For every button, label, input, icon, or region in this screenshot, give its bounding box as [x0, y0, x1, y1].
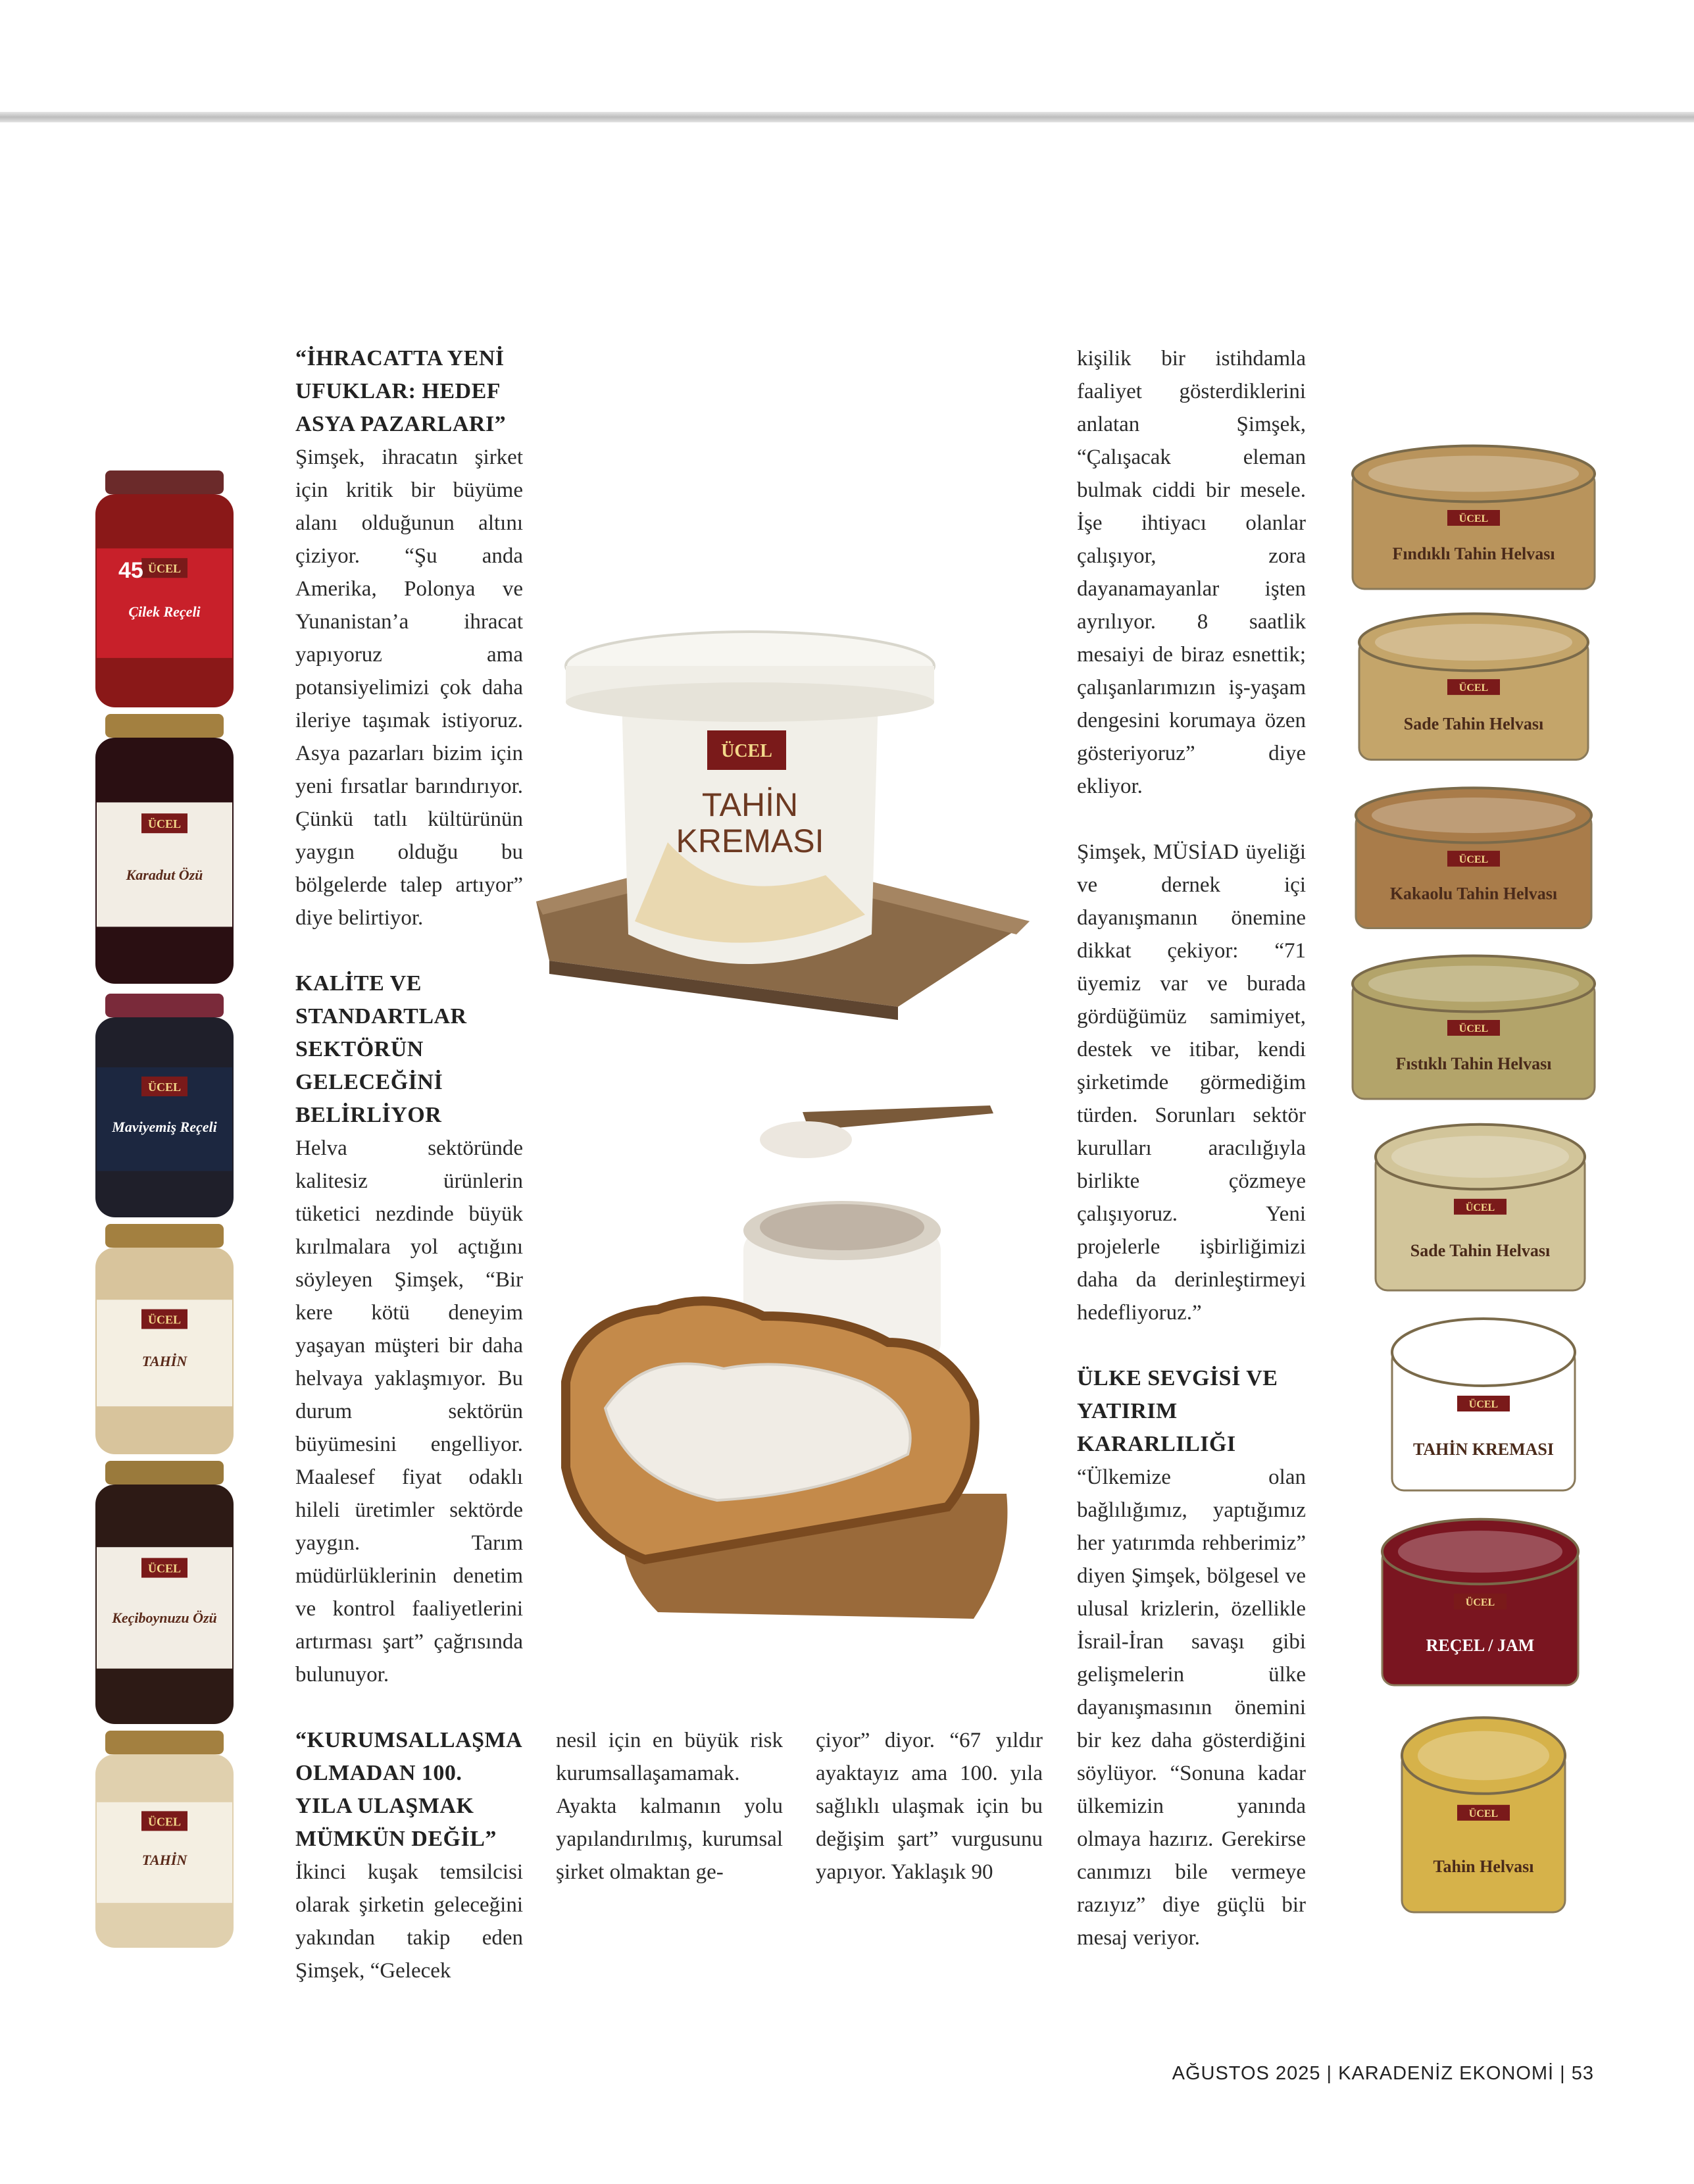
product-jar	[82, 1731, 247, 1954]
section-heading: “KURUMSALLAŞMA OLMADAN 100. YILA ULAŞMAK MÜMKÜN DEĞİL”	[295, 1728, 522, 1851]
tub-label-line2: KREMASI	[676, 823, 824, 859]
tin-brand-text: ÜCEL	[1465, 1596, 1495, 1608]
tin-label-text: Fıstıklı Tahin Helvası	[1395, 1054, 1552, 1073]
jar-brand-text: ÜCEL	[147, 1313, 182, 1327]
jar-label-text: TAHİN	[141, 1353, 187, 1369]
header-rule	[0, 112, 1694, 122]
product-jar	[82, 1224, 247, 1461]
article-column-2	[556, 1724, 783, 1889]
tin-label-text: Sade Tahin Helvası	[1403, 714, 1544, 734]
tin-brand-text: ÜCEL	[1458, 513, 1489, 524]
tin-brand-text: ÜCEL	[1468, 1399, 1499, 1410]
product-tin	[1388, 1313, 1579, 1510]
product-jar	[82, 994, 247, 1224]
tin-brand-text: ÜCEL	[1465, 1202, 1495, 1213]
product-tin	[1372, 1119, 1589, 1309]
product-tin	[1398, 1711, 1569, 1935]
product-tin	[1355, 609, 1592, 776]
toast-with-tahin-image	[553, 1099, 1026, 1638]
jar-brand-text: ÜCEL	[147, 817, 182, 831]
jar-brand-text: ÜCEL	[147, 562, 182, 576]
article-column-3	[816, 1724, 1043, 1889]
tin-brand-text: ÜCEL	[1458, 853, 1489, 865]
product-jar	[82, 470, 247, 714]
product-tin	[1352, 783, 1595, 944]
body-paragraph: İkinci kuşak temsilcisi olarak şirketin geleceğini yakından takip eden Şimşek, “Gelecek	[295, 1860, 523, 1983]
page-footer: AĞUSTOS 2025 | KARADENİZ EKONOMİ | 53	[1172, 2063, 1594, 2084]
tin-brand-text: ÜCEL	[1458, 1023, 1489, 1034]
tin-brand-text: ÜCEL	[1458, 682, 1489, 694]
tahin-kremasi-tub-image	[530, 625, 1043, 1020]
article-column-4	[1077, 342, 1306, 1954]
product-tin	[1349, 951, 1599, 1115]
body-paragraph: Şimşek, ihracatın şirket için kritik bir büyüme alanı olduğunun altını çiziyor. “Şu anda Amerika, Polonya ve Yunanistan’a ihracat yapıyoruz ama potansiyelimizi çok daha ileriye taşımak istiyoruz. Asya pazarları bizim için yeni fırsatlar barındırıyor. Çünkü tatlı kültürünün yaygın olduğu bu bölgelerde talep artıyor” diye belirtiyor.	[295, 445, 523, 930]
body-paragraph: Helva sektöründe kalitesiz ürünlerin tüketici nezdinde büyük kırılmalara yol açtığını söyleyen Şimşek, “Bir kere kötü deneyim yaşayan müşteri bir daha helvaya yaklaşmıyor. Bu durum sektörün büyümesini engelliyor. Maalesef fiyat odaklı hileli üretimler sektörde yaygın. Tarım müdürlüklerinin denetim ve kontrol faaliyetlerini artırması şart” çağrısında bulunuyor.	[295, 1136, 523, 1687]
jar-brand-text: ÜCEL	[147, 1080, 182, 1094]
section-heading: ÜLKE SEVGİSİ VE YATIRIM KARARLILIĞI	[1077, 1366, 1278, 1456]
body-paragraph: çiyor” diyor. “67 yıldır ayaktayız ama 100. yıla sağlıklı ulaşmak için bu değişim şart” vurgusunu yapıyor. Yaklaşık 90	[816, 1729, 1043, 1884]
jar-label-text: Keçiboynuzu Özü	[112, 1610, 217, 1626]
tub-brand-text: ÜCEL	[721, 741, 772, 761]
body-paragraph: nesil için en büyük risk kurumsallaşamamak. Ayakta kalmanın yolu yapılandırılmış, kurumsal şirket olmaktan ge-	[556, 1729, 783, 1884]
tin-label-text: Sade Tahin Helvası	[1410, 1240, 1551, 1260]
section-heading: “İHRACATTA YENİ UFUKLAR: HEDEF ASYA PAZARLARI”	[295, 346, 507, 436]
tin-brand-text: ÜCEL	[1468, 1808, 1499, 1819]
jar-label-text: Maviyemiş Reçeli	[112, 1119, 217, 1135]
product-tin	[1378, 1513, 1582, 1704]
section-heading: KALİTE VE STANDARTLAR SEKTÖRÜN GELECEĞİNİ BELİRLİYOR	[295, 971, 467, 1127]
jar-label-text: Karadut Özü	[126, 867, 203, 883]
jar-badge-text: 45	[118, 557, 143, 583]
tin-label-text: REÇEL / JAM	[1426, 1635, 1535, 1655]
jar-brand-text: ÜCEL	[147, 1562, 182, 1575]
product-tin	[1349, 441, 1599, 605]
body-paragraph: “Ülkemize olan bağlılığımız, yaptığımız her yatırımda rehberimiz” diyen Şimşek, bölgesel ve ulusal krizlerin, özellikle İsrail-İran savaşı gibi gelişmelerin ülke dayanışmasının önemini bir kez daha gösterdiğini söylüyor. “Sonuna kadar ülkemizin yanında olmaya hazırız. Gerekirse canımızı bile vermeye razıyız” diye güçlü bir mesaj veriyor.	[1077, 1465, 1306, 1950]
product-jar	[82, 1461, 247, 1731]
body-paragraph: Şimşek, MÜSİAD üyeliği ve dernek içi dayanışmanın önemine dikkat çekiyor: “71 üyemiz var ve burada gördüğümüz samimiyet, destek ve itibar, kendi şirketimde görmediğim türden. Sorunları sektör kurulları aracılığıyla birlikte çözmeye çalışıyoruz. Yeni projelerle işbirliğimizi daha da derinleştirmeyi hedefliyoruz.”	[1077, 840, 1306, 1325]
tin-label-text: Tahin Helvası	[1433, 1856, 1534, 1876]
product-jar	[82, 714, 247, 990]
jar-brand-text: ÜCEL	[147, 1815, 182, 1829]
tin-label-text: TAHİN KREMASI	[1412, 1440, 1555, 1459]
jar-label-text: Çilek Reçeli	[128, 603, 201, 620]
article-column-1	[295, 342, 523, 1987]
body-paragraph: kişilik bir istihdamla faaliyet gösterdiklerini anlatan Şimşek, “Çalışacak eleman bulmak ciddi bir mesele. İşe ihtiyacı olanlar çalışıyor, zora dayanamayanlar işten ayrılıyor. 8 saatlik mesaiyi de biraz esnettik; çalışanlarımızın iş-yaşam dengesini korumaya özen gösteriyoruz” diye ekliyor.	[1077, 347, 1306, 798]
tin-label-text: Fındıklı Tahin Helvası	[1392, 544, 1555, 563]
tub-label-line1: TAHİN	[701, 786, 799, 823]
jar-label-text: TAHİN	[141, 1852, 187, 1868]
tin-label-text: Kakaolu Tahin Helvası	[1389, 884, 1558, 903]
